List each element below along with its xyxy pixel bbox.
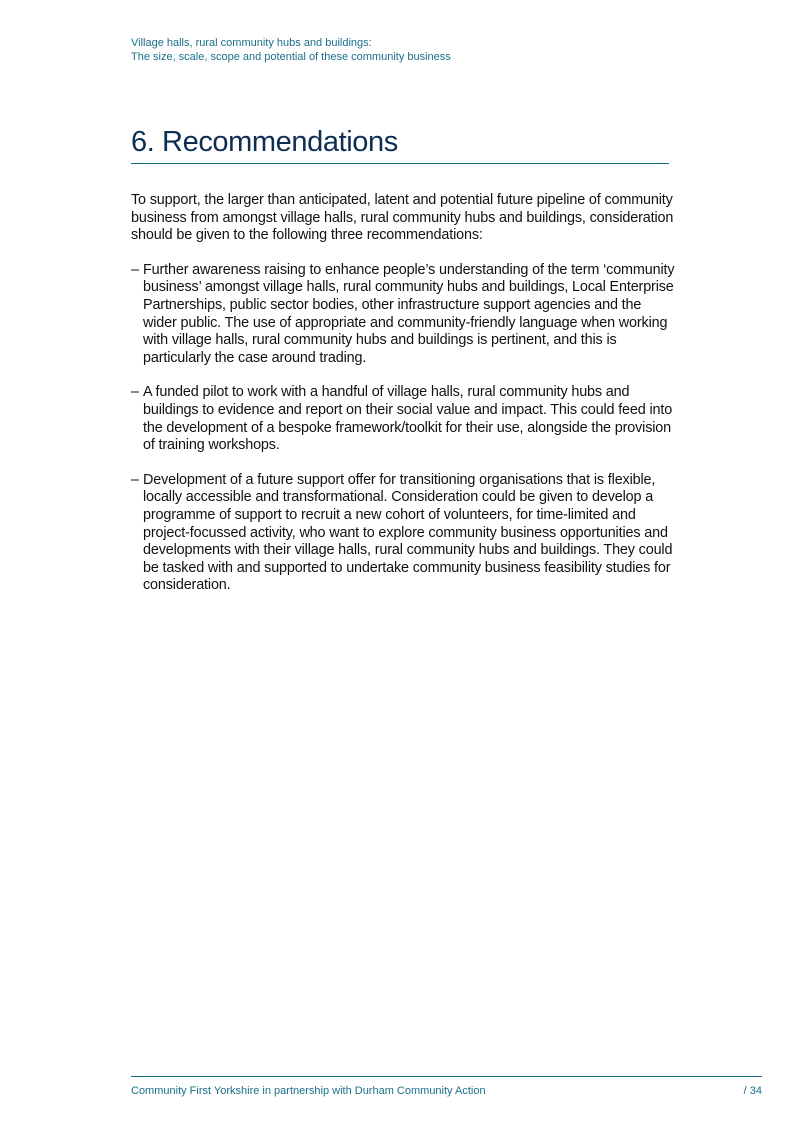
bullet-dash: – — [131, 471, 139, 488]
recommendation-text: Development of a future support offer for transitioning organisations that is flexible, locally accessible and transformational. Consideration could be given to develop a programme of support to recruit a new cohort of volunteers, for time-limited and project-focussed activity, who want to explore community business opportunities and developments with their village halls, rural community hubs and buildings. They could be tasked with and supported to undertake community business feasibility studies for consideration. — [143, 471, 673, 594]
recommendation-text: Further awareness raising to enhance people’s understanding of the term ‘community business’ amongst village halls, rural community hubs and buildings, Local Enterprise Partnerships, public sector bodies, other infrastructure support agencies and the wider public. The use of appropriate and community-friendly language when working with village halls, rural community hubs and buildings is pertinent, and this is particularly the case around trading. — [143, 261, 675, 366]
recommendation-item-1 — [131, 262, 676, 368]
running-header-line-1: Village halls, rural community hubs and buildings: — [131, 37, 372, 49]
recommendations-list — [131, 262, 676, 595]
bullet-dash: – — [131, 261, 139, 278]
footer-divider — [131, 1076, 762, 1077]
body-text — [131, 192, 676, 612]
recommendation-item-2 — [131, 384, 676, 454]
title-divider — [131, 163, 669, 164]
recommendation-item-3 — [131, 472, 676, 595]
intro-paragraph: To support, the larger than anticipated, latent and potential future pipeline of community business from amongst village halls, rural community hubs and buildings, consideration should be given to the following three recommendations: — [131, 192, 674, 244]
section-title: 6. Recommendations — [131, 126, 398, 158]
running-header-line-2: The size, scale, scope and potential of these community business — [131, 51, 451, 63]
running-header — [131, 36, 451, 64]
page-number: / 34 — [743, 1085, 762, 1097]
footer-credit: Community First Yorkshire in partnership with Durham Community Action — [131, 1085, 486, 1097]
recommendation-text: A funded pilot to work with a handful of village halls, rural community hubs and buildings to evidence and report on their social value and impact. This could feed into the development of a bespoke framework/toolkit for their use, alongside the provision of training workshops. — [143, 384, 673, 454]
bullet-dash: – — [131, 384, 139, 401]
